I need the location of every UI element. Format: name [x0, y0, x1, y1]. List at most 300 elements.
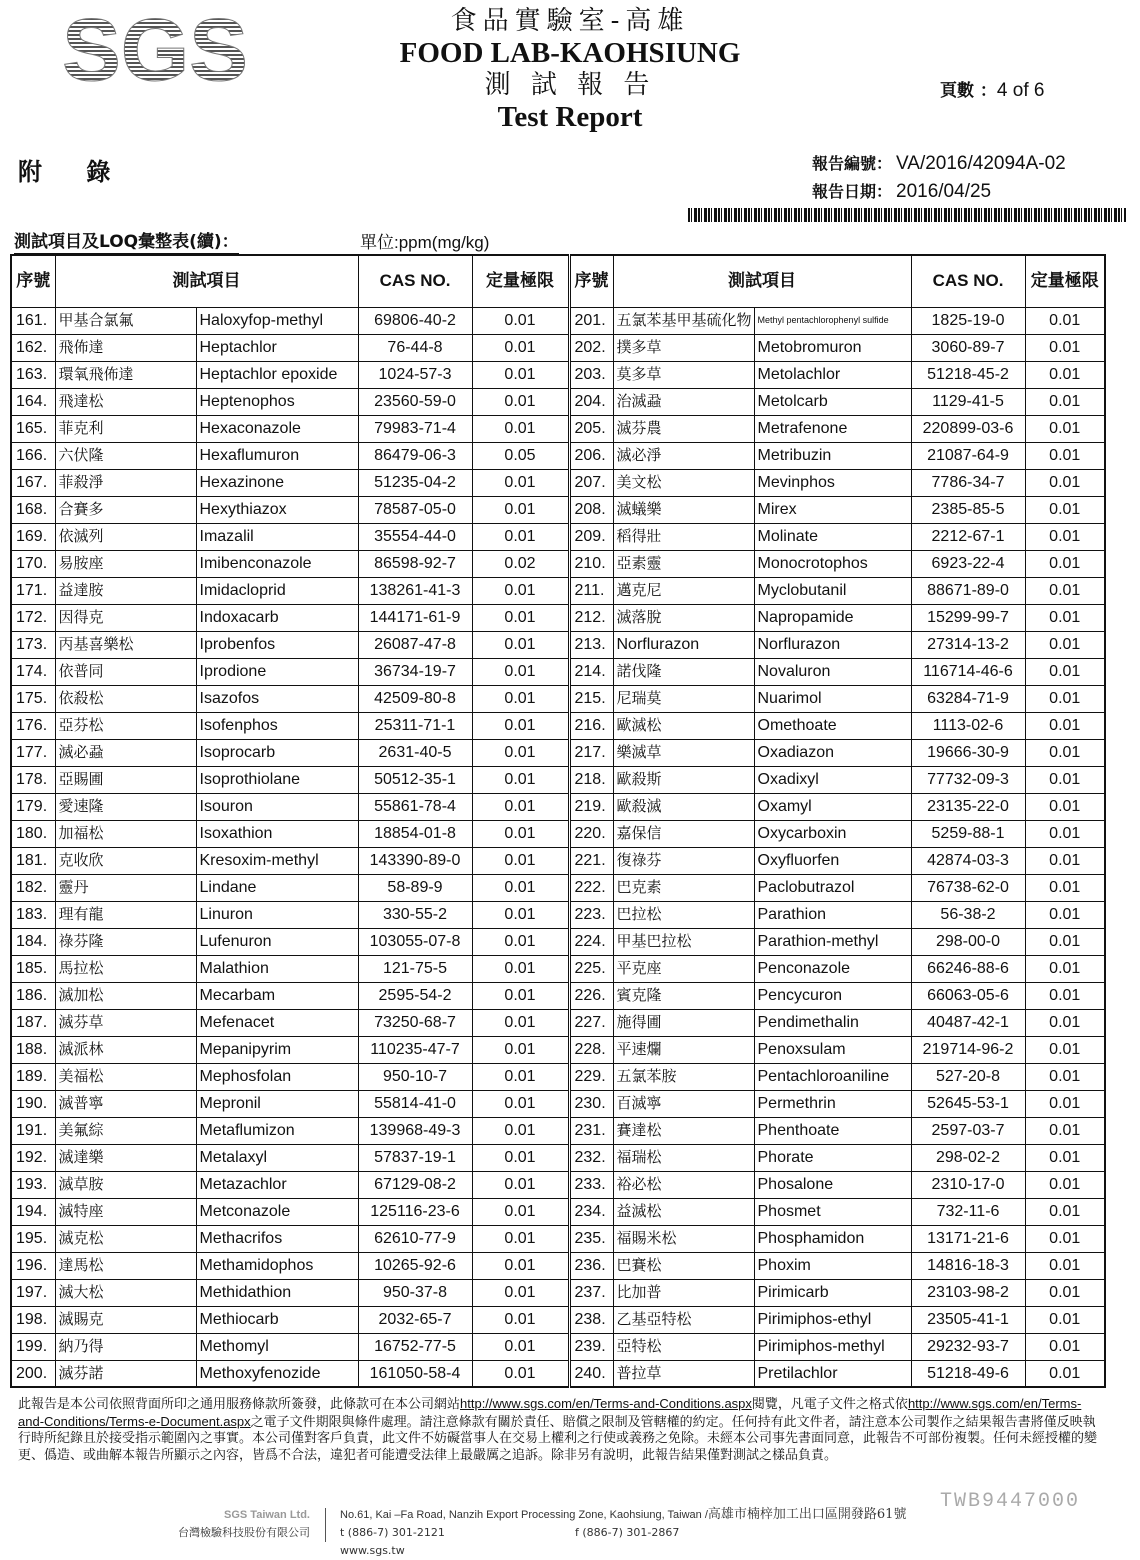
table-row: [11, 1225, 1105, 1252]
seq-number: 203.: [569, 361, 613, 388]
seq-number: 232.: [569, 1144, 613, 1171]
item-name-en: Novaluron: [754, 658, 911, 685]
loq-value: 0.01: [472, 469, 569, 496]
item-name-cn: 益達胺: [55, 577, 196, 604]
cas-number: 73250-68-7: [358, 1009, 472, 1036]
cas-number: 19666-30-9: [911, 739, 1025, 766]
loq-value: 0.01: [1025, 631, 1105, 658]
loq-value: 0.01: [472, 1171, 569, 1198]
seq-number: 191.: [11, 1117, 55, 1144]
loq-value: 0.01: [472, 1333, 569, 1360]
item-name-cn: 菲克利: [55, 415, 196, 442]
seq-number: 202.: [569, 334, 613, 361]
item-name-en: Metaflumizon: [196, 1117, 358, 1144]
item-name-en: Mephosfolan: [196, 1063, 358, 1090]
cas-number: 76-44-8: [358, 334, 472, 361]
item-name-cn: 莫多草: [613, 361, 754, 388]
loq-value: 0.01: [1025, 1063, 1105, 1090]
address-block: [340, 1506, 1040, 1560]
item-name-cn: 滅賜克: [55, 1306, 196, 1333]
item-name-en: Mevinphos: [754, 469, 911, 496]
seq-number: 174.: [11, 658, 55, 685]
seq-number: 195.: [11, 1225, 55, 1252]
item-name-en: Pirimiphos-methyl: [754, 1333, 911, 1360]
item-name-en: Imazalil: [196, 523, 358, 550]
item-name-en: Parathion-methyl: [754, 928, 911, 955]
table-row: [11, 631, 1105, 658]
item-name-en: Iprodione: [196, 658, 358, 685]
cas-number: 69806-40-2: [358, 307, 472, 334]
report-date: 2016/04/25: [896, 181, 992, 202]
item-name-en: Hexazinone: [196, 469, 358, 496]
item-name-cn: 滅落脫: [613, 604, 754, 631]
item-name-en: Mirex: [754, 496, 911, 523]
item-name-cn: 飛佈達: [55, 334, 196, 361]
loq-value: 0.01: [1025, 793, 1105, 820]
item-name-cn: 易胺座: [55, 550, 196, 577]
item-name-cn: 賽達松: [613, 1117, 754, 1144]
seq-number: 222.: [569, 874, 613, 901]
seq-number: 188.: [11, 1036, 55, 1063]
loq-value: 0.01: [1025, 604, 1105, 631]
seq-number: 198.: [11, 1306, 55, 1333]
col-cas-left: CAS NO.: [358, 255, 472, 307]
item-name-en: Mefenacet: [196, 1009, 358, 1036]
seq-number: 235.: [569, 1225, 613, 1252]
loq-value: 0.01: [1025, 550, 1105, 577]
terms-link[interactable]: http://www.sgs.com/en/Terms-and-Conditions.aspx: [460, 1396, 752, 1411]
cas-number: 110235-47-7: [358, 1036, 472, 1063]
website[interactable]: www.sgs.tw: [340, 1544, 405, 1557]
phone: t (886-7) 301-2121: [340, 1526, 445, 1539]
cas-number: 79983-71-4: [358, 415, 472, 442]
cas-number: 42509-80-8: [358, 685, 472, 712]
loq-value: 0.01: [1025, 658, 1105, 685]
disclaimer-text-3: 之電子文件期限與條件處理。請注意條款有關於責任、賠償之限制及管轄權的約定。任何持有此文件者，請注意本公司製作之結果報告書將僅反映執行時所紀錄且於接受指示範圍內之事實。本公司僅對客戶負責，此文件不妨礙當事人在交易上權利之行使或義務之免除。未經本公司事先書面同意，此報告不可部份複製。任何未經授權的變更、僞造、或曲解本報告所顯示之內容，皆爲不合法，違犯者可能遭受法律上最嚴厲之追訴。除非另有說明，此報告結果僅對測試之樣品負責。: [18, 1414, 1098, 1463]
seq-number: 201.: [569, 307, 613, 334]
item-name-cn: 依普同: [55, 658, 196, 685]
table-row: [11, 1090, 1105, 1117]
item-name-en: Pendimethalin: [754, 1009, 911, 1036]
table-row: [11, 307, 1105, 334]
loq-value: 0.01: [1025, 847, 1105, 874]
seq-number: 240.: [569, 1360, 613, 1387]
loq-value: 0.01: [472, 1279, 569, 1306]
item-name-cn: 乙基亞特松: [613, 1306, 754, 1333]
cas-number: 2385-85-5: [911, 496, 1025, 523]
item-name-en: Methidathion: [196, 1279, 358, 1306]
item-name-en: Phosmet: [754, 1198, 911, 1225]
loq-value: 0.01: [472, 793, 569, 820]
loq-value: 0.01: [472, 739, 569, 766]
item-name-en: Hexythiazox: [196, 496, 358, 523]
item-name-cn: 巴賽松: [613, 1252, 754, 1279]
cas-number: 125116-23-6: [358, 1198, 472, 1225]
report-no: VA/2016/42094A-02: [896, 153, 1066, 174]
table-row: [11, 874, 1105, 901]
table-row: [11, 1198, 1105, 1225]
table-row: [11, 1063, 1105, 1090]
item-name-cn: 滅芬諾: [55, 1360, 196, 1387]
item-name-cn: Norflurazon: [613, 631, 754, 658]
item-name-en: Isoxathion: [196, 820, 358, 847]
item-name-cn: 諾伐隆: [613, 658, 754, 685]
loq-value: 0.01: [472, 1090, 569, 1117]
item-name-en: Isofenphos: [196, 712, 358, 739]
loq-value: 0.01: [472, 1252, 569, 1279]
table-row: [11, 604, 1105, 631]
seq-number: 162.: [11, 334, 55, 361]
table-row: [11, 469, 1105, 496]
item-name-en: Kresoxim-methyl: [196, 847, 358, 874]
loq-value: 0.01: [1025, 982, 1105, 1009]
item-name-cn: 亞賜圃: [55, 766, 196, 793]
table-row: [11, 793, 1105, 820]
terms-e-document-link[interactable]: http://www.sgs.com/en/Terms-and-Conditions/Terms-e-Document.aspx: [18, 1396, 1082, 1429]
item-name-cn: 滅芬農: [613, 415, 754, 442]
item-name-en: Isoprothiolane: [196, 766, 358, 793]
item-name-cn: 滅克松: [55, 1225, 196, 1252]
disclaimer-text-2: 閱覽，凡電子文件之格式依: [751, 1397, 908, 1412]
table-row: [11, 847, 1105, 874]
table-row: [11, 712, 1105, 739]
seq-number: 190.: [11, 1090, 55, 1117]
loq-value: 0.01: [472, 901, 569, 928]
sgs-logo: [60, 0, 250, 99]
loq-value: 0.01: [1025, 1090, 1105, 1117]
loq-value: 0.01: [472, 955, 569, 982]
seq-number: 230.: [569, 1090, 613, 1117]
cas-number: 55861-78-4: [358, 793, 472, 820]
cas-number: 57837-19-1: [358, 1144, 472, 1171]
seq-number: 224.: [569, 928, 613, 955]
item-name-en: Pencycuron: [754, 982, 911, 1009]
seq-number: 183.: [11, 901, 55, 928]
loq-value: 0.01: [1025, 955, 1105, 982]
cas-number: 16752-77-5: [358, 1333, 472, 1360]
loq-value: 0.01: [472, 847, 569, 874]
item-name-en: Oxadiazon: [754, 739, 911, 766]
cas-number: 23560-59-0: [358, 388, 472, 415]
item-name-en: Metazachlor: [196, 1171, 358, 1198]
cas-number: 732-11-6: [911, 1198, 1025, 1225]
table-row: [11, 685, 1105, 712]
item-name-en: Pirimicarb: [754, 1279, 911, 1306]
item-name-en: Oxycarboxin: [754, 820, 911, 847]
loq-value: 0.05: [472, 442, 569, 469]
item-name-en: Pretilachlor: [754, 1360, 911, 1387]
seq-number: 214.: [569, 658, 613, 685]
table-row: [11, 739, 1105, 766]
loq-value: 0.01: [1025, 496, 1105, 523]
loq-value: 0.01: [1025, 1333, 1105, 1360]
item-name-cn: 美文松: [613, 469, 754, 496]
table-row: [11, 1252, 1105, 1279]
cas-number: 50512-35-1: [358, 766, 472, 793]
item-name-en: Metolcarb: [754, 388, 911, 415]
cas-number: 138261-41-3: [358, 577, 472, 604]
company-name-en: SGS Taiwan Ltd.: [224, 1509, 310, 1521]
cas-number: 161050-58-4: [358, 1360, 472, 1387]
item-name-cn: 福賜米松: [613, 1225, 754, 1252]
cas-number: 2595-54-2: [358, 982, 472, 1009]
item-name-en: Malathion: [196, 955, 358, 982]
table-row: [11, 766, 1105, 793]
table-title: 測試項目及LOQ彙整表(續)：: [14, 227, 239, 255]
item-name-cn: 平速爛: [613, 1036, 754, 1063]
loq-value: 0.01: [1025, 1279, 1105, 1306]
item-name-cn: 滅蟻樂: [613, 496, 754, 523]
item-name-cn: 愛速隆: [55, 793, 196, 820]
loq-value: 0.01: [472, 1117, 569, 1144]
table-header-row: [11, 255, 1105, 307]
cas-number: 1129-41-5: [911, 388, 1025, 415]
cas-number: 5259-88-1: [911, 820, 1025, 847]
item-name-en: Phosphamidon: [754, 1225, 911, 1252]
loq-value: 0.01: [472, 334, 569, 361]
seq-number: 210.: [569, 550, 613, 577]
seq-number: 184.: [11, 928, 55, 955]
cas-number: 78587-05-0: [358, 496, 472, 523]
item-name-cn: 比加普: [613, 1279, 754, 1306]
table-row: [11, 523, 1105, 550]
cas-number: 63284-71-9: [911, 685, 1025, 712]
cas-number: 6923-22-4: [911, 550, 1025, 577]
cas-number: 3060-89-7: [911, 334, 1025, 361]
cas-number: 103055-07-8: [358, 928, 472, 955]
seq-number: 196.: [11, 1252, 55, 1279]
loq-value: 0.01: [1025, 874, 1105, 901]
table-row: [11, 415, 1105, 442]
report-meta: [812, 152, 1066, 208]
cas-number: 62610-77-9: [358, 1225, 472, 1252]
seq-number: 239.: [569, 1333, 613, 1360]
item-name-en: Mecarbam: [196, 982, 358, 1009]
cas-number: 15299-99-7: [911, 604, 1025, 631]
item-name-cn: 甲基巴拉松: [613, 928, 754, 955]
item-name-en: Penconazole: [754, 955, 911, 982]
cas-number: 13171-21-6: [911, 1225, 1025, 1252]
seq-number: 206.: [569, 442, 613, 469]
item-name-cn: 普拉草: [613, 1360, 754, 1387]
cas-number: 76738-62-0: [911, 874, 1025, 901]
cas-number: 88671-89-0: [911, 577, 1025, 604]
seq-number: 185.: [11, 955, 55, 982]
seq-number: 189.: [11, 1063, 55, 1090]
item-name-en: Metalaxyl: [196, 1144, 358, 1171]
seq-number: 231.: [569, 1117, 613, 1144]
seq-number: 227.: [569, 1009, 613, 1036]
loq-value: 0.01: [472, 361, 569, 388]
item-name-cn: 福瑞松: [613, 1144, 754, 1171]
loq-value: 0.01: [1025, 307, 1105, 334]
seq-number: 197.: [11, 1279, 55, 1306]
loq-table: [10, 254, 1106, 1388]
cas-number: 143390-89-0: [358, 847, 472, 874]
item-name-en: Iprobenfos: [196, 631, 358, 658]
table-row: [11, 1009, 1105, 1036]
loq-value: 0.01: [1025, 739, 1105, 766]
item-name-cn: 菲殺淨: [55, 469, 196, 496]
seq-number: 176.: [11, 712, 55, 739]
seq-number: 211.: [569, 577, 613, 604]
item-name-en: Metobromuron: [754, 334, 911, 361]
loq-value: 0.01: [472, 496, 569, 523]
cas-number: 52645-53-1: [911, 1090, 1025, 1117]
cas-number: 10265-92-6: [358, 1252, 472, 1279]
cas-number: 86598-92-7: [358, 550, 472, 577]
cas-number: 1825-19-0: [911, 307, 1025, 334]
item-name-en: Molinate: [754, 523, 911, 550]
item-name-cn: 滅派林: [55, 1036, 196, 1063]
item-name-en: Paclobutrazol: [754, 874, 911, 901]
cas-number: 58-89-9: [358, 874, 472, 901]
loq-value: 0.02: [472, 550, 569, 577]
item-name-en: Isoprocarb: [196, 739, 358, 766]
item-name-en: Myclobutanil: [754, 577, 911, 604]
cas-number: 77732-09-3: [911, 766, 1025, 793]
fax: f (886-7) 301-2867: [575, 1526, 680, 1539]
table-row: [11, 1333, 1105, 1360]
cas-number: 27314-13-2: [911, 631, 1025, 658]
loq-value: 0.01: [1025, 1117, 1105, 1144]
item-name-cn: 亞芬松: [55, 712, 196, 739]
item-name-cn: 合賽多: [55, 496, 196, 523]
item-name-en: Oxyfluorfen: [754, 847, 911, 874]
item-name-cn: 滅必蝨: [55, 739, 196, 766]
item-name-cn: 滅達樂: [55, 1144, 196, 1171]
item-name-cn: 巴克素: [613, 874, 754, 901]
loq-value: 0.01: [472, 1063, 569, 1090]
table-row: [11, 442, 1105, 469]
loq-value: 0.01: [1025, 334, 1105, 361]
cas-number: 2597-03-7: [911, 1117, 1025, 1144]
loq-value: 0.01: [1025, 577, 1105, 604]
item-name-cn: 巴拉松: [613, 901, 754, 928]
seq-number: 221.: [569, 847, 613, 874]
report-title-cn: 測 試 報 告: [484, 70, 656, 100]
seq-number: 234.: [569, 1198, 613, 1225]
table-row: [11, 1117, 1105, 1144]
table-row: [11, 1171, 1105, 1198]
table-row: [11, 1360, 1105, 1387]
item-name-en: Mepanipyrim: [196, 1036, 358, 1063]
seq-number: 177.: [11, 739, 55, 766]
cas-number: 86479-06-3: [358, 442, 472, 469]
loq-value: 0.01: [472, 523, 569, 550]
disclaimer: [18, 1396, 1098, 1464]
item-name-cn: 歐殺滅: [613, 793, 754, 820]
table-row: [11, 577, 1105, 604]
item-name-cn: 理有龍: [55, 901, 196, 928]
seq-number: 166.: [11, 442, 55, 469]
item-name-cn: 施得圃: [613, 1009, 754, 1036]
appendix-heading: 附 錄: [18, 157, 129, 186]
loq-value: 0.01: [1025, 928, 1105, 955]
seq-number: 164.: [11, 388, 55, 415]
serial-number: TWB9447000: [940, 1490, 1081, 1513]
loq-value: 0.01: [1025, 361, 1105, 388]
col-seq-right: 序號: [569, 255, 613, 307]
item-name-cn: 丙基喜樂松: [55, 631, 196, 658]
address-cn: 高雄市楠梓加工出口區開發路61號: [707, 1507, 907, 1522]
loq-value: 0.01: [472, 307, 569, 334]
col-item-right: 測試項目: [613, 255, 911, 307]
seq-number: 212.: [569, 604, 613, 631]
seq-number: 213.: [569, 631, 613, 658]
cas-number: 950-10-7: [358, 1063, 472, 1090]
item-name-cn: 美福松: [55, 1063, 196, 1090]
loq-value: 0.01: [472, 1198, 569, 1225]
address-en: No.61, Kai –Fa Road, Nanzih Export Processing Zone, Kaohsiung, Taiwan /: [340, 1509, 708, 1521]
cas-number: 51218-45-2: [911, 361, 1025, 388]
cas-number: 7786-34-7: [911, 469, 1025, 496]
table-row: [11, 658, 1105, 685]
seq-number: 200.: [11, 1360, 55, 1387]
item-name-en: Napropamide: [754, 604, 911, 631]
loq-value: 0.01: [472, 1144, 569, 1171]
item-name-en: Methomyl: [196, 1333, 358, 1360]
loq-value: 0.01: [1025, 1252, 1105, 1279]
item-name-cn: 尼瑞莫: [613, 685, 754, 712]
seq-number: 217.: [569, 739, 613, 766]
seq-number: 237.: [569, 1279, 613, 1306]
item-name-en: Lufenuron: [196, 928, 358, 955]
item-name-en: Parathion: [754, 901, 911, 928]
cas-number: 29232-93-7: [911, 1333, 1025, 1360]
cas-number: 2310-17-0: [911, 1171, 1025, 1198]
report-date-label: 報告日期：: [812, 182, 893, 201]
seq-number: 167.: [11, 469, 55, 496]
cas-number: 36734-19-7: [358, 658, 472, 685]
table-row: [11, 496, 1105, 523]
item-name-cn: 滅大松: [55, 1279, 196, 1306]
item-name-en: Methoxyfenozide: [196, 1360, 358, 1387]
item-name-en: Mepronil: [196, 1090, 358, 1117]
seq-number: 236.: [569, 1252, 613, 1279]
seq-number: 163.: [11, 361, 55, 388]
page-label: 頁數 ：: [940, 81, 997, 101]
item-name-cn: 亞特松: [613, 1333, 754, 1360]
item-name-cn: 滅普寧: [55, 1090, 196, 1117]
item-name-en: Penoxsulam: [754, 1036, 911, 1063]
item-name-en: Methamidophos: [196, 1252, 358, 1279]
item-name-cn: 依殺松: [55, 685, 196, 712]
item-name-en: Isazofos: [196, 685, 358, 712]
cas-number: 25311-71-1: [358, 712, 472, 739]
company-block: [120, 1506, 310, 1542]
cas-number: 23505-41-1: [911, 1306, 1025, 1333]
seq-number: 208.: [569, 496, 613, 523]
item-name-cn: 因得克: [55, 604, 196, 631]
loq-value: 0.01: [472, 388, 569, 415]
cas-number: 1024-57-3: [358, 361, 472, 388]
loq-value: 0.01: [472, 820, 569, 847]
lab-name-cn: 食品實驗室-高雄: [450, 6, 690, 36]
seq-number: 199.: [11, 1333, 55, 1360]
item-name-en: Heptachlor epoxide: [196, 361, 358, 388]
item-name-en: Hexaconazole: [196, 415, 358, 442]
seq-number: 186.: [11, 982, 55, 1009]
item-name-cn: 益滅松: [613, 1198, 754, 1225]
logo-text: SGS: [62, 0, 248, 99]
item-name-en: Pirimiphos-ethyl: [754, 1306, 911, 1333]
item-name-en: Phosalone: [754, 1171, 911, 1198]
cas-number: 1113-02-6: [911, 712, 1025, 739]
seq-number: 226.: [569, 982, 613, 1009]
item-name-en: Heptachlor: [196, 334, 358, 361]
item-name-en: Metconazole: [196, 1198, 358, 1225]
